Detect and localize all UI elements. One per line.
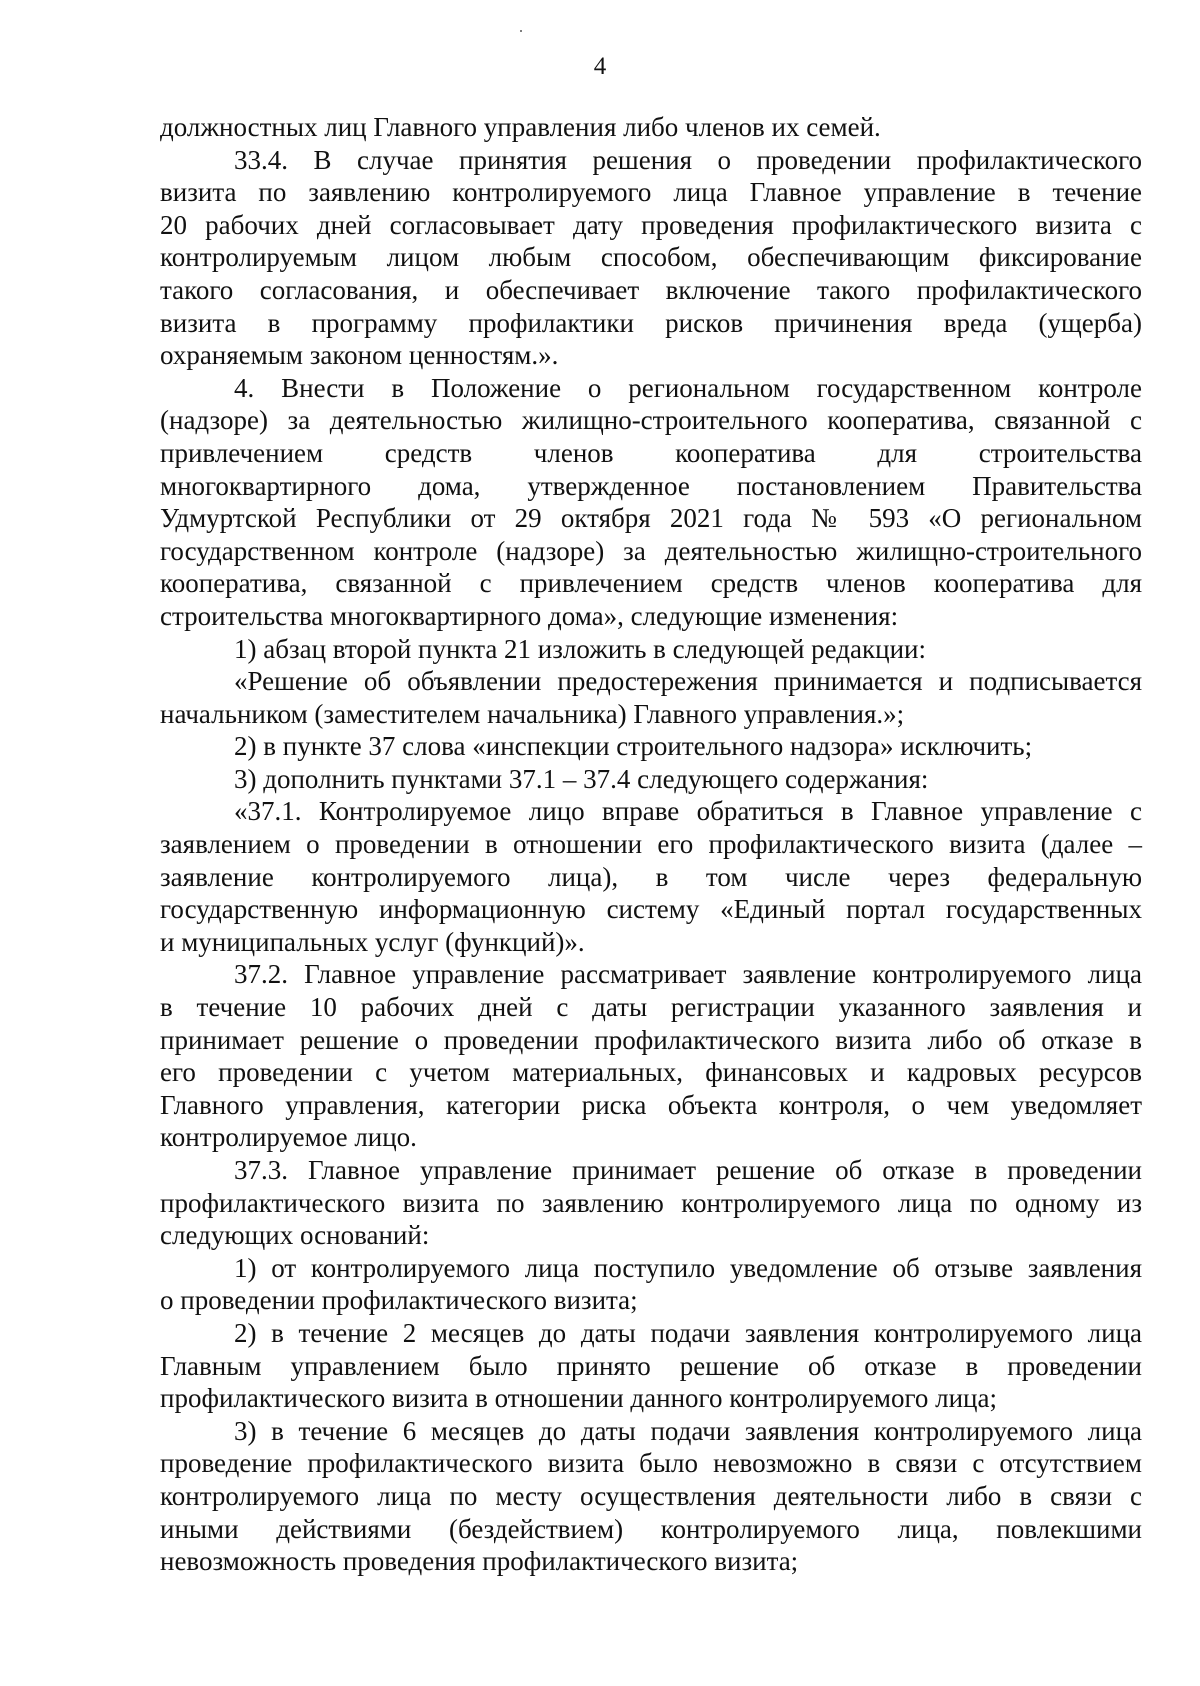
text-line: 1) от контролируемого лица поступило уведомление об отзыве заявления xyxy=(234,1252,1142,1283)
text-line: государственную информационную систему «Единый портал государственных xyxy=(160,894,1142,925)
text-line: 3) в течение 6 месяцев до даты подачи заявления контролируемого лица xyxy=(234,1415,1142,1446)
text-line: принимает решение о проведении профилактического визита либо об отказе в xyxy=(160,1024,1142,1055)
text-line: строительства многоквартирного дома», следующие изменения: xyxy=(160,600,899,631)
text-line: контролируемое лицо. xyxy=(160,1122,417,1153)
text-line: визита в программу профилактики рисков причинения вреда (ущерба) xyxy=(160,307,1142,338)
text-line: и муниципальных услуг (функций)». xyxy=(160,926,585,957)
text-line: такого согласования, и обеспечивает включение такого профилактического xyxy=(160,274,1142,305)
text-line: должностных лиц Главного управления либо членов их семей. xyxy=(160,112,881,142)
text-line: его проведении с учетом материальных, финансовых и кадровых ресурсов xyxy=(160,1057,1142,1088)
text-line: профилактического визита в отношении данного контролируемого лица; xyxy=(160,1383,997,1414)
text-line: кооператива, связанной с привлечением средств членов кооператива для xyxy=(160,568,1142,599)
text-line: охраняемым законом ценностям.». xyxy=(160,340,559,371)
text-line: Главным управлением было принято решение об отказе в проведении xyxy=(160,1350,1142,1381)
text-line: государственном контроле (надзоре) за деятельностью жилищно-строительного xyxy=(160,535,1142,566)
text-line: заявление контролируемого лица), в том числе через федеральную xyxy=(160,861,1142,892)
text-line: профилактического визита по заявлению контролируемого лица по одному из xyxy=(160,1187,1142,1218)
text-line: заявлением о проведении в отношении его профилактического визита (далее – xyxy=(160,829,1142,860)
text-line: 3) дополнить пунктами 37.1 – 37.4 следующего содержания: xyxy=(234,763,929,794)
text-line: многоквартирного дома, утвержденное постановлением Правительства xyxy=(160,470,1142,501)
text-line: контролируемым лицом любым способом, обеспечивающим фиксирование xyxy=(160,242,1142,273)
text-line: 37.2. Главное управление рассматривает заявление контролируемого лица xyxy=(234,959,1142,990)
document-body xyxy=(160,111,1142,1578)
text-line: (надзоре) за деятельностью жилищно-строительного кооператива, связанной с xyxy=(160,405,1142,436)
text-line: 2) в пункте 37 слова «инспекции строительного надзора» исключить; xyxy=(234,731,1033,762)
text-line: в течение 10 рабочих дней с даты регистрации указанного заявления и xyxy=(160,992,1142,1023)
text-line: начальником (заместителем начальника) Главного управления.»; xyxy=(160,698,905,729)
text-line: «37.1. Контролируемое лицо вправе обратиться в Главное управление с xyxy=(234,796,1142,827)
text-line: Главного управления, категории риска объекта контроля, о чем уведомляет xyxy=(160,1089,1142,1120)
text-line: 33.4. В случае принятия решения о проведении профилактического xyxy=(234,144,1142,175)
scan-artifact xyxy=(520,30,522,32)
text-line: о проведении профилактического визита; xyxy=(160,1285,638,1316)
text-line: 20 рабочих дней согласовывает дату проведения профилактического визита с xyxy=(160,209,1142,240)
text-line: невозможность проведения профилактического визита; xyxy=(160,1546,799,1577)
text-line: иными действиями (бездействием) контролируемого лица, повлекшими xyxy=(160,1513,1142,1544)
text-line: привлечением средств членов кооператива для строительства xyxy=(160,437,1142,468)
text-line: 2) в течение 2 месяцев до даты подачи заявления контролируемого лица xyxy=(234,1317,1142,1348)
text-line: визита по заявлению контролируемого лица Главное управление в течение xyxy=(160,177,1142,208)
text-line: 1) абзац второй пункта 21 изложить в следующей редакции: xyxy=(234,633,926,664)
page-number: 4 xyxy=(593,53,607,80)
text-line: контролируемого лица по месту осуществления деятельности либо в связи с xyxy=(160,1480,1142,1511)
text-line: следующих оснований: xyxy=(160,1220,430,1251)
text-line: «Решение об объявлении предостережения принимается и подписывается xyxy=(234,666,1142,697)
text-line: Удмуртской Республики от 29 октября 2021 года № 593 «О региональном xyxy=(160,503,1142,534)
text-line: проведение профилактического визита было невозможно в связи с отсутствием xyxy=(160,1448,1142,1479)
text-line: 4. Внести в Положение о региональном государственном контроле xyxy=(234,372,1142,403)
text-line: 37.3. Главное управление принимает решение об отказе в проведении xyxy=(234,1155,1142,1185)
